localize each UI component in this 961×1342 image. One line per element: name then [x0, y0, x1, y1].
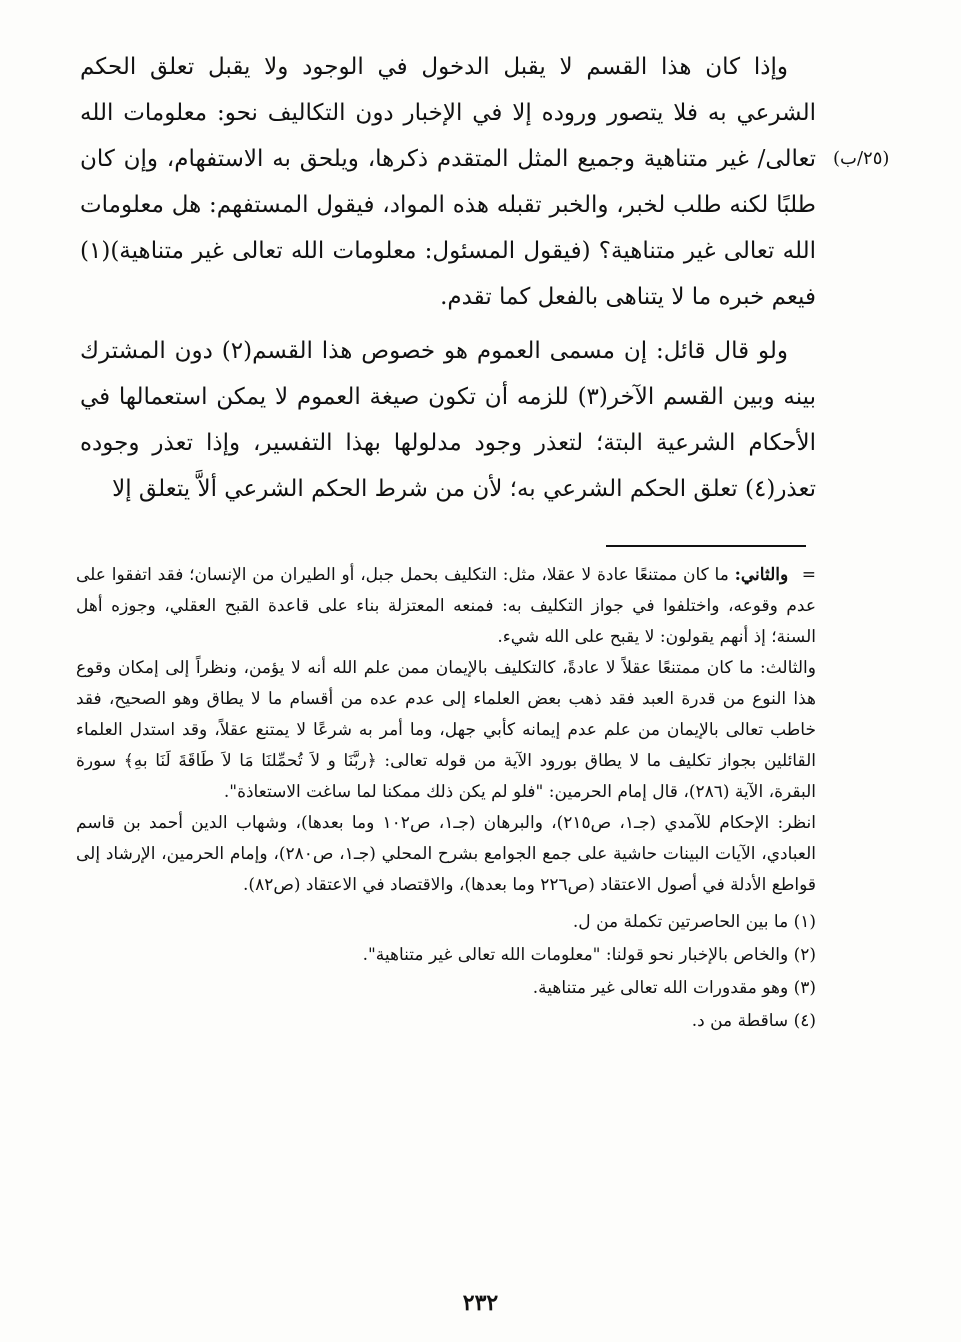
margin-folio-note: (٢٥/ب): [833, 148, 890, 169]
note-third: والثالث: ما كان ممتنعًا عقلاً لا عادةً، كالتكليف بالإيمان ممن علم الله أنه لا يؤمن، ونظراً إلى إمكان وقوع هذا النوع من قدرة العبد فقد ذهب بعض العلماء إلى عدم عده من أقسام ما لا يطاق وهو الصحيح، فقد خاطب تعالى بالإيمان من علم عدم إيمانه كأبي جهل، وما أمر به شرعًا لا يمتنع عقلاً، وقد استدل العلماء القائلين بجواز تكليف ما لا يطاق بورود الآية من قوله تعالى: ﴿ربَّنَا و لاَ تُحمِّلنَا مَا لاَ طَاقَةَ لَنَا بهِ﴾ سورة البقرة، الآية (٢٨٦)، قال إمام الحرمين: "فلو لم يكن ذلك ممكنا لما ساغت الاستعاذة".: [76, 658, 816, 802]
numbered-footnotes: [76, 907, 816, 1037]
footnote-3: (٣) وهو مقدورات الله تعالى غير متناهية.: [532, 978, 816, 998]
footnote-4: (٤) ساقطة من د.: [691, 1011, 816, 1031]
note-second: [76, 560, 816, 653]
main-paragraph-1: وإذا كان هذا القسم لا يقبل الدخول في الوجود ولا يقبل تعلق الحكم الشرعي به فلا يتصور وروده إلا في الإخبار دون التكاليف نحو: معلومات الله تعالى/ غير متناهية وجميع المثل المتقدم ذكرها، ويلحق به الاستفهام، وإن كان طلبًا لكنه طلب لخبر، والخبر تقبله هذه المواد، فيقول المستفهم: هل معلومات الله تعالى غير متناهية؟ (فيقول المسئول: معلومات الله تعالى غير متناهية)(١) فيعم خبره ما لا يتناهى بالفعل كما تقدم.: [80, 54, 816, 310]
footnote-2: (٢) والخاص بالإخبار نحو قولنا: "معلومات الله تعالى غير متناهية".: [362, 945, 816, 965]
main-text: [80, 44, 816, 520]
page-number: ٢٣٢: [462, 1290, 499, 1316]
main-paragraph-2: ولو قال قائل: إن مسمى العموم هو خصوص هذا القسم(٢) دون المشترك بينه وبين القسم الآخر(٣) للزمه أن تكون صيغة العموم لا يمكن استعمالها في الأحكام الشرعية البتة؛ لتعذر وجود مدلولها بهذا التفسير، وإذا تعذر وجوده تعذر(٤) تعلق الحكم الشرعي به؛ لأن من شرط الحكم الشرعي ألاَّ يتعلق إلا: [80, 338, 816, 502]
footnotes-area: [76, 560, 816, 1039]
footnote-separator: [606, 545, 806, 547]
note-references: انظر: الإحكام للآمدي (جـ١، ص٢١٥)، والبرهان (جـ١، ص١٠٢ وما بعدها)، وشهاب الدين أحمد بن قاسم العبادي، الآيات البينات حاشية على جمع الجوامع بشرح المحلي (جـ١، ص٢٨٠)، وإمام الحرمين، الإرشاد إلى قواطع الأدلة في أصول الاعتقاد (ص٢٢٦ وما بعدها)، والاقتصاد في الاعتقاد (ص٨٢).: [76, 813, 817, 895]
note-second-lead: والثاني:: [734, 565, 789, 585]
note-second-text: ما كان ممتنعًا عادة لا عقلا، مثل: التكليف بحمل جبل، أو الطيران من الإنسان؛ فقد اتفقوا على عدم وقوعه، واختلفوا في جواز التكليف به: فمنعه المعتزلة بناء على قاعدة القبح العقلي، وجوزه أهل السنة؛ إذ أنهم يقولون: لا يقبح على الله شيء.: [76, 565, 816, 647]
continuation-mark: =: [801, 565, 817, 585]
footnote-1: (١) ما بين الحاصرتين تكملة من ل.: [572, 912, 816, 932]
